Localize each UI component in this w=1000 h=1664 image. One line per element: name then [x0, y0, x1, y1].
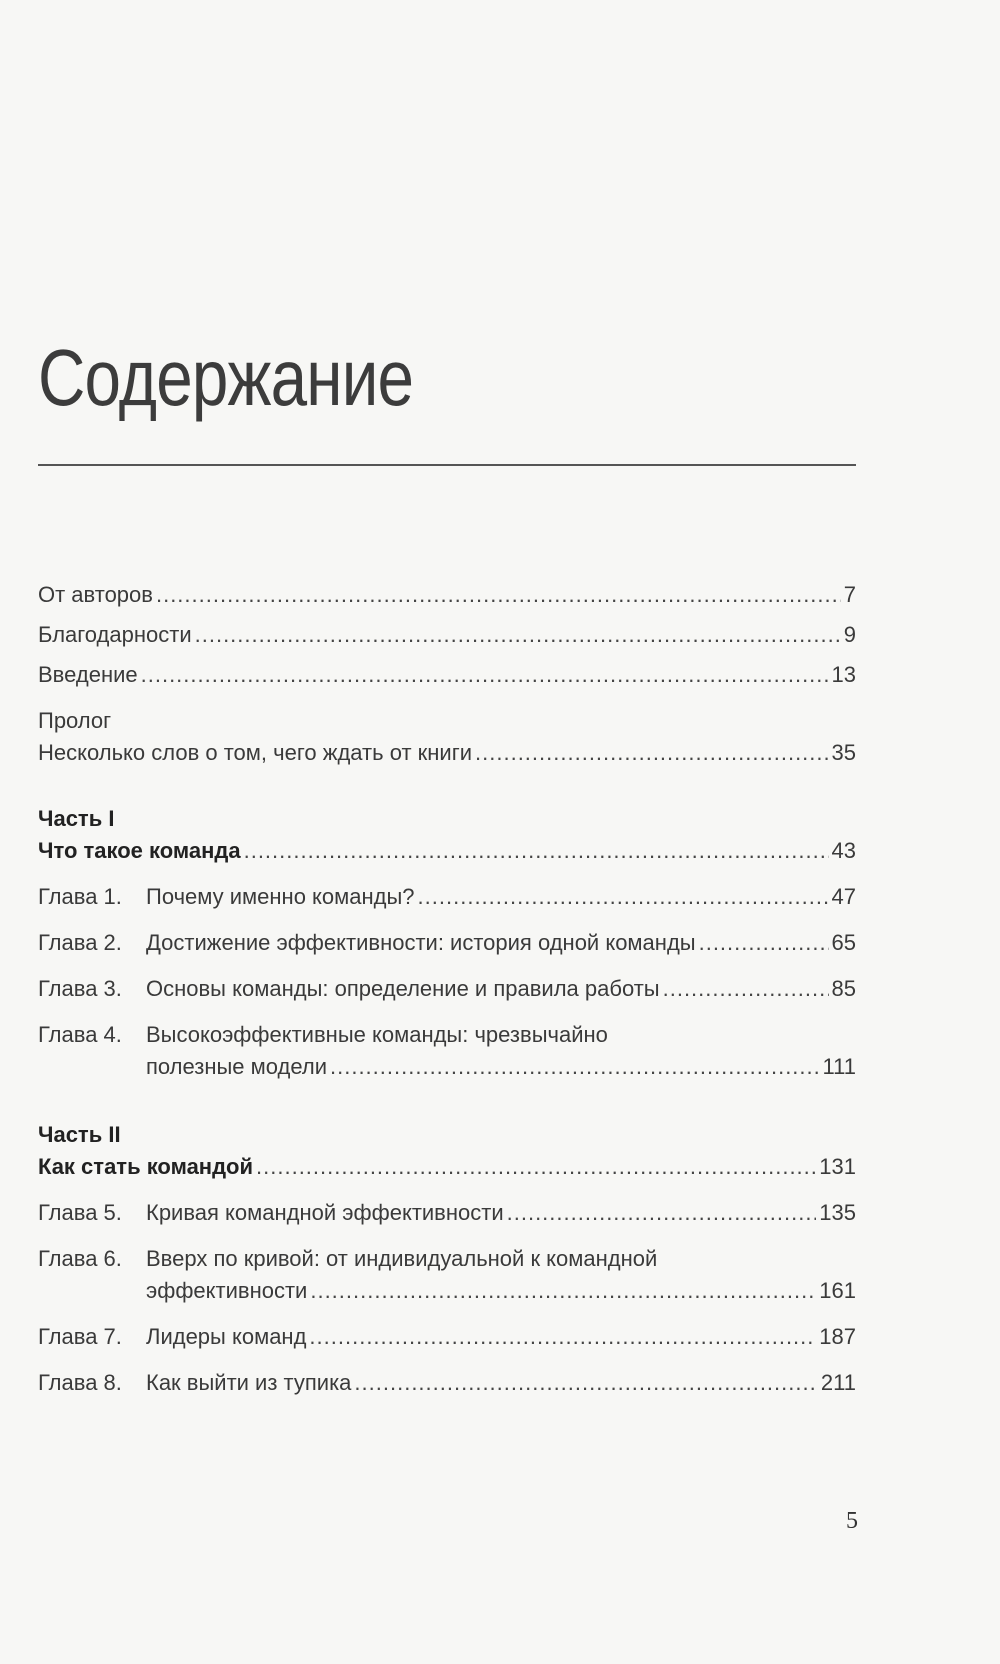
leader-dots	[256, 1152, 816, 1182]
toc-page-number: 111	[822, 1054, 856, 1079]
toc-entry-label: От авторов	[38, 582, 153, 607]
toc-entry-chapter-2[interactable]	[38, 928, 856, 958]
chapter-title: Как выйти из тупика	[146, 1370, 352, 1395]
toc-page-number: 35	[831, 740, 856, 765]
page-title: Содержание	[38, 333, 414, 422]
toc-entry-part-1[interactable]	[38, 836, 856, 866]
toc-entry-label: Введение	[38, 662, 138, 687]
chapter-title-line-2: полезные модели	[146, 1054, 327, 1079]
toc-entry-chapter-5[interactable]	[38, 1198, 856, 1228]
toc-entry-authors[interactable]	[38, 580, 856, 610]
chapter-number: Глава 8.	[38, 1370, 122, 1395]
toc-entry-chapter-6[interactable]	[38, 1244, 856, 1274]
chapter-title-line-2: эффективности	[146, 1278, 308, 1303]
chapter-number: Глава 4.	[38, 1022, 122, 1047]
toc-page-number: 187	[819, 1324, 856, 1349]
prologue-heading	[38, 706, 856, 736]
leader-dots	[475, 738, 829, 768]
page-folio: 5	[846, 1508, 858, 1534]
chapter-number: Глава 2.	[38, 930, 122, 955]
leader-dots	[354, 1368, 818, 1398]
toc-entry-chapter-7[interactable]	[38, 1322, 856, 1352]
toc-page-number: 47	[831, 884, 856, 909]
toc-entry-prologue[interactable]	[38, 738, 856, 768]
chapter-title-line-1: Вверх по кривой: от индивидуальной к командной	[146, 1246, 658, 1271]
part-number: Часть I	[38, 806, 115, 831]
chapter-number: Глава 6.	[38, 1246, 122, 1271]
leader-dots	[156, 580, 841, 610]
toc-entry-chapter-8[interactable]	[38, 1368, 856, 1398]
toc-page-number: 131	[819, 1154, 856, 1179]
toc-entry-label: Благодарности	[38, 622, 192, 647]
leader-dots	[507, 1198, 817, 1228]
chapter-title: Достижение эффективности: история одной команды	[146, 930, 696, 955]
chapter-title: Основы команды: определение и правила работы	[146, 976, 660, 1001]
chapter-title: Почему именно команды?	[146, 884, 415, 909]
toc-page-number: 7	[843, 582, 856, 607]
chapter-number: Глава 1.	[38, 884, 122, 909]
toc-entry-acknowledgements[interactable]	[38, 620, 856, 650]
toc-page-number: 65	[831, 930, 856, 955]
toc-entry-chapter-4[interactable]	[38, 1020, 856, 1050]
leader-dots	[195, 620, 841, 650]
toc-page-number: 211	[820, 1370, 856, 1395]
part-heading	[38, 804, 856, 834]
part-title: Как стать командой	[38, 1154, 254, 1179]
leader-dots	[418, 882, 829, 912]
toc-entry-label: Несколько слов о том, чего ждать от книги	[38, 740, 473, 765]
toc-entry-introduction[interactable]	[38, 660, 856, 690]
toc-page-number: 9	[843, 622, 856, 647]
leader-dots	[330, 1052, 820, 1082]
part-title: Что такое команда	[38, 838, 241, 863]
prologue-heading-text: Пролог	[38, 708, 112, 733]
toc-entry-chapter-1[interactable]	[38, 882, 856, 912]
leader-dots	[141, 660, 829, 690]
chapter-title-line-1: Высокоэффективные команды: чрезвычайно	[146, 1022, 608, 1047]
toc-page-number: 43	[831, 838, 856, 863]
leader-dots	[663, 974, 829, 1004]
chapter-number: Глава 5.	[38, 1200, 122, 1225]
chapter-title: Кривая командной эффективности	[146, 1200, 504, 1225]
toc-page-number: 85	[831, 976, 856, 1001]
chapter-title: Лидеры команд	[146, 1324, 307, 1349]
toc-entry-chapter-4-cont[interactable]	[38, 1052, 856, 1082]
chapter-number: Глава 3.	[38, 976, 122, 1001]
toc-entry-chapter-3[interactable]	[38, 974, 856, 1004]
toc-entry-part-2[interactable]	[38, 1152, 856, 1182]
toc-page-number: 135	[819, 1200, 856, 1225]
leader-dots	[309, 1322, 816, 1352]
toc-page-number: 161	[819, 1278, 856, 1303]
chapter-number: Глава 7.	[38, 1324, 122, 1349]
leader-dots	[244, 836, 829, 866]
toc-entry-chapter-6-cont[interactable]	[38, 1276, 856, 1306]
part-number: Часть II	[38, 1122, 121, 1147]
toc-page-number: 13	[831, 662, 856, 687]
leader-dots	[310, 1276, 816, 1306]
leader-dots	[699, 928, 829, 958]
part-heading	[38, 1120, 856, 1150]
title-rule	[38, 464, 856, 466]
